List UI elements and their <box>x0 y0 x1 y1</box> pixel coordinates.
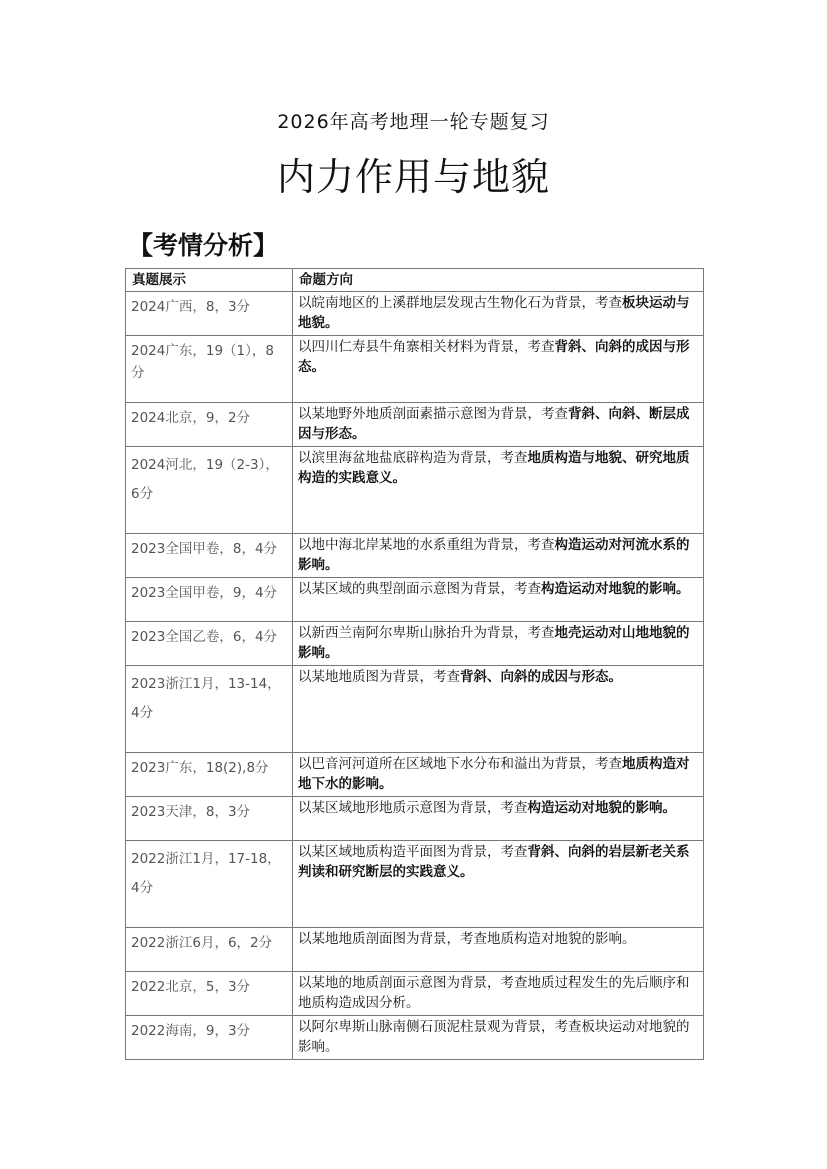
exam-analysis-table <box>125 268 704 1060</box>
row-direction: 以某地野外地质剖面素描示意图为背景，考查背斜、向斜、断层成因与形态。 <box>293 403 704 447</box>
table-row <box>126 1016 704 1060</box>
row-source: 2023天津，8，3分 <box>126 797 293 841</box>
row-source: 2022海南，9，3分 <box>126 1016 293 1060</box>
table-row <box>126 753 704 797</box>
row-source: 2022浙江1月，17-18，4分 <box>126 841 293 928</box>
table-row <box>126 797 704 841</box>
row-direction: 以某区域地形地质示意图为背景，考查构造运动对地貌的影响。 <box>293 797 704 841</box>
row-source: 2022北京，5，3分 <box>126 972 293 1016</box>
row-direction: 以某区域的典型剖面示意图为背景，考查构造运动对地貌的影响。 <box>293 578 704 622</box>
table-row <box>126 292 704 336</box>
table-row <box>126 972 704 1016</box>
table-row <box>126 928 704 972</box>
table-row <box>126 622 704 666</box>
row-direction: 以某地地质剖面图为背景，考查地质构造对地貌的影响。 <box>293 928 704 972</box>
column-header-source: 真题展示 <box>126 269 293 292</box>
row-direction: 以巴音河河道所在区域地下水分布和溢出为背景，考查地质构造对地下水的影响。 <box>293 753 704 797</box>
row-source: 2024北京，9，2分 <box>126 403 293 447</box>
row-source: 2024广西，8，3分 <box>126 292 293 336</box>
document-title: 内力作用与地貌 <box>276 155 550 199</box>
row-source: 2023浙江1月，13-14，4分 <box>126 666 293 753</box>
row-direction: 以地中海北岸某地的水系重组为背景，考查构造运动对河流水系的影响。 <box>293 534 704 578</box>
row-direction: 以某地地质图为背景，考查背斜、向斜的成因与形态。 <box>293 666 704 753</box>
table-row <box>126 534 704 578</box>
table-row <box>126 447 704 534</box>
row-direction: 以某地的地质剖面示意图为背景，考查地质过程发生的先后顺序和地质构造成因分析。 <box>293 972 704 1016</box>
row-source: 2023广东，18(2),8分 <box>126 753 293 797</box>
row-direction: 以某区域地质构造平面图为背景，考查背斜、向斜的岩层新老关系判读和研究断层的实践意义。 <box>293 841 704 928</box>
row-source: 2023全国乙卷，6，4分 <box>126 622 293 666</box>
row-source: 2024河北，19（2-3），6分 <box>126 447 293 534</box>
column-header-direction: 命题方向 <box>293 269 704 292</box>
row-direction: 以新西兰南阿尔卑斯山脉抬升为背景，考查地壳运动对山地地貌的影响。 <box>293 622 704 666</box>
row-direction: 以滨里海盆地盐底辟构造为背景，考查地质构造与地貌、研究地质构造的实践意义。 <box>293 447 704 534</box>
row-direction: 以皖南地区的上溪群地层发现古生物化石为背景，考查板块运动与地貌。 <box>293 292 704 336</box>
table-row <box>126 578 704 622</box>
row-source: 2023全国甲卷，8，4分 <box>126 534 293 578</box>
document-subtitle: 2026年高考地理一轮专题复习 <box>277 111 550 133</box>
table-row <box>126 841 704 928</box>
table-row <box>126 336 704 403</box>
table-header-row <box>126 269 704 292</box>
row-direction: 以四川仁寿县牛角寨相关材料为背景，考查背斜、向斜的成因与形态。 <box>293 336 704 403</box>
table-row <box>126 666 704 753</box>
section-title: 【考情分析】 <box>128 231 279 260</box>
row-source: 2024广东，19（1），8分 <box>126 336 293 403</box>
row-direction: 以阿尔卑斯山脉南侧石顶泥柱景观为背景，考查板块运动对地貌的影响。 <box>293 1016 704 1060</box>
table-row <box>126 403 704 447</box>
row-source: 2023全国甲卷，9，4分 <box>126 578 293 622</box>
row-source: 2022浙江6月，6，2分 <box>126 928 293 972</box>
